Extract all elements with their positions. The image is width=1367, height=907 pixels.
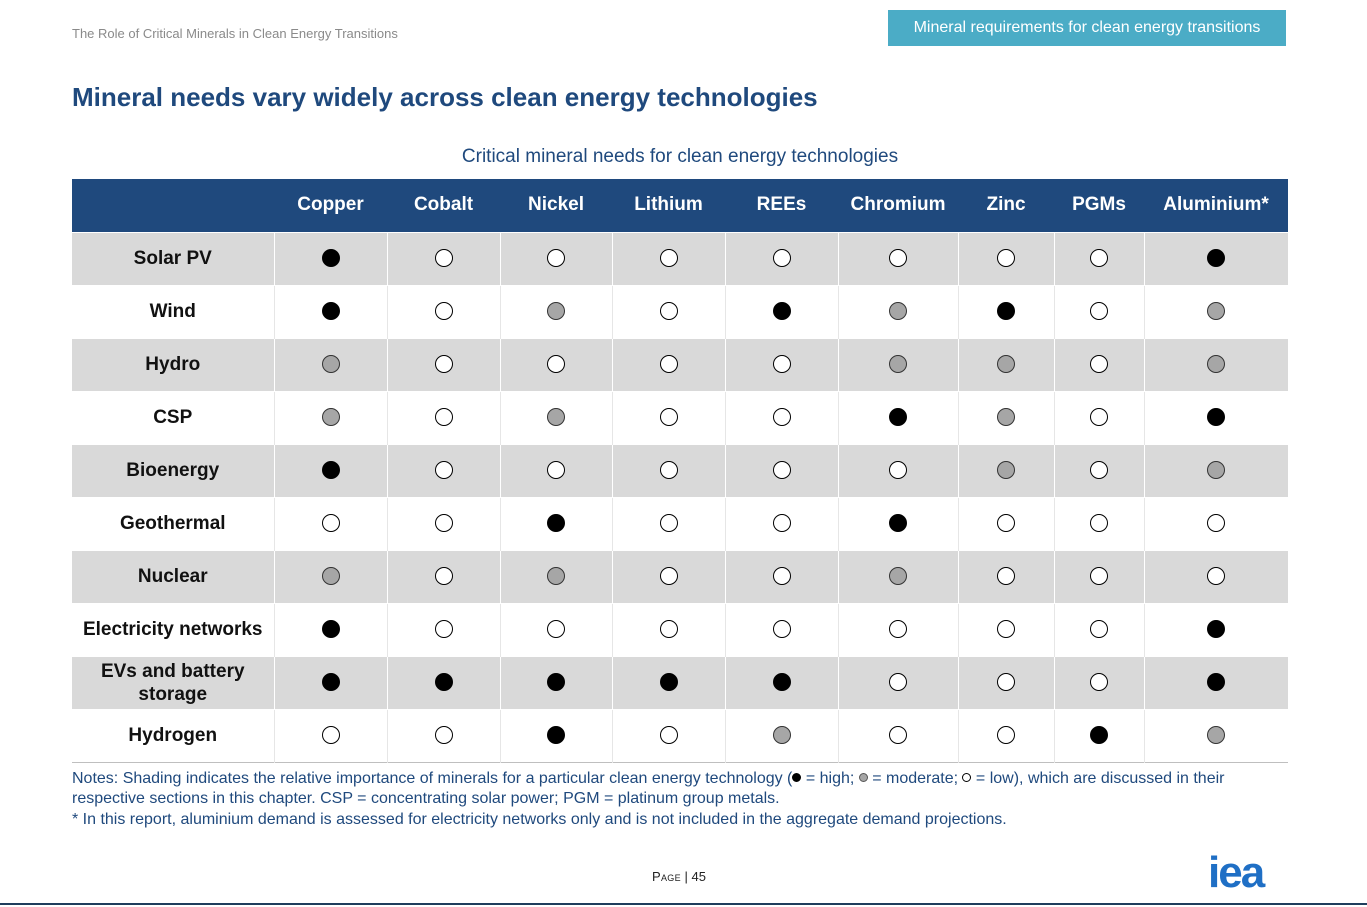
low-importance-dot-icon bbox=[435, 514, 453, 532]
row-label: Geothermal bbox=[72, 497, 274, 550]
importance-cell bbox=[387, 497, 500, 550]
importance-cell bbox=[1144, 497, 1288, 550]
importance-cell bbox=[1144, 444, 1288, 497]
importance-cell bbox=[387, 232, 500, 285]
high-importance-dot-icon bbox=[997, 302, 1015, 320]
high-importance-dot-icon bbox=[322, 620, 340, 638]
importance-cell bbox=[1054, 497, 1144, 550]
column-header-rees: REEs bbox=[756, 194, 807, 216]
low-importance-dot-icon bbox=[997, 620, 1015, 638]
importance-cell bbox=[958, 603, 1054, 656]
importance-cell bbox=[274, 550, 387, 603]
importance-cell bbox=[500, 709, 612, 762]
table-row bbox=[72, 656, 1288, 709]
importance-cell bbox=[500, 550, 612, 603]
moderate-importance-dot-icon bbox=[322, 567, 340, 585]
importance-cell bbox=[838, 285, 958, 338]
low-importance-dot-icon bbox=[660, 249, 678, 267]
high-importance-dot-icon bbox=[1207, 620, 1225, 638]
importance-cell bbox=[838, 497, 958, 550]
row-label: Bioenergy bbox=[72, 444, 274, 497]
importance-cell bbox=[725, 656, 838, 709]
moderate-importance-dot-icon bbox=[1207, 302, 1225, 320]
importance-cell bbox=[612, 444, 725, 497]
importance-cell bbox=[274, 709, 387, 762]
importance-cell bbox=[500, 444, 612, 497]
importance-cell bbox=[612, 550, 725, 603]
high-importance-dot-icon bbox=[435, 673, 453, 691]
low-importance-dot-icon bbox=[1090, 355, 1108, 373]
table-row bbox=[72, 497, 1288, 550]
moderate-importance-dot-icon bbox=[547, 567, 565, 585]
notes-intro: Notes: Shading indicates the relative importance of minerals for a particular clean energy technology ( bbox=[72, 770, 793, 787]
importance-cell bbox=[1054, 232, 1144, 285]
importance-cell bbox=[838, 550, 958, 603]
low-importance-dot-icon bbox=[1090, 302, 1108, 320]
notes-moderate-text: = moderate; bbox=[867, 770, 963, 787]
low-importance-dot-icon bbox=[997, 726, 1015, 744]
moderate-importance-dot-icon bbox=[1207, 355, 1225, 373]
column-header-cobalt: Cobalt bbox=[413, 194, 474, 216]
importance-cell bbox=[274, 603, 387, 656]
importance-cell bbox=[1054, 656, 1144, 709]
low-importance-dot-icon bbox=[547, 355, 565, 373]
low-importance-dot-icon bbox=[1090, 249, 1108, 267]
table-body bbox=[72, 232, 1288, 762]
report-title: The Role of Critical Minerals in Clean Energy Transitions bbox=[72, 26, 398, 41]
moderate-importance-dot-icon bbox=[1207, 461, 1225, 479]
importance-cell bbox=[500, 285, 612, 338]
moderate-importance-dot-icon bbox=[1207, 726, 1225, 744]
importance-cell bbox=[1144, 232, 1288, 285]
importance-cell bbox=[1144, 285, 1288, 338]
section-tag bbox=[888, 10, 1286, 46]
low-importance-dot-icon bbox=[660, 567, 678, 585]
low-importance-dot-icon bbox=[1090, 673, 1108, 691]
column-header-zinc: Zinc bbox=[986, 194, 1026, 216]
moderate-importance-dot-icon bbox=[773, 726, 791, 744]
low-importance-dot-icon bbox=[889, 726, 907, 744]
moderate-importance-dot-icon bbox=[997, 408, 1015, 426]
importance-cell bbox=[1054, 444, 1144, 497]
importance-cell bbox=[274, 656, 387, 709]
table-row bbox=[72, 550, 1288, 603]
high-importance-dot-icon bbox=[1207, 249, 1225, 267]
high-importance-dot-icon bbox=[322, 673, 340, 691]
importance-cell bbox=[1054, 550, 1144, 603]
importance-cell bbox=[1054, 603, 1144, 656]
table-row bbox=[72, 444, 1288, 497]
importance-cell bbox=[274, 497, 387, 550]
section-tag-label: Mineral requirements for clean energy transitions bbox=[913, 19, 1261, 36]
importance-cell bbox=[1144, 603, 1288, 656]
column-header-chromium: Chromium bbox=[850, 194, 946, 216]
low-importance-dot-icon bbox=[435, 249, 453, 267]
page-title: Mineral needs vary widely across clean energy technologies bbox=[72, 82, 818, 112]
table-row bbox=[72, 603, 1288, 656]
moderate-importance-dot-icon bbox=[322, 355, 340, 373]
importance-cell bbox=[612, 709, 725, 762]
notes-paragraph bbox=[72, 769, 1288, 808]
importance-cell bbox=[958, 338, 1054, 391]
low-importance-dot-icon bbox=[1207, 514, 1225, 532]
importance-cell bbox=[838, 656, 958, 709]
importance-cell bbox=[274, 232, 387, 285]
column-header-nickel: Nickel bbox=[528, 194, 584, 216]
importance-cell bbox=[838, 338, 958, 391]
importance-cell bbox=[958, 709, 1054, 762]
importance-cell bbox=[958, 232, 1054, 285]
importance-cell bbox=[725, 391, 838, 444]
low-importance-dot-icon bbox=[773, 461, 791, 479]
table-row bbox=[72, 232, 1288, 285]
low-importance-dot-icon bbox=[660, 726, 678, 744]
low-importance-dot-icon bbox=[660, 355, 678, 373]
row-label: CSP bbox=[72, 391, 274, 444]
moderate-importance-dot-icon bbox=[889, 302, 907, 320]
low-importance-dot-icon bbox=[547, 620, 565, 638]
importance-cell bbox=[1144, 709, 1288, 762]
table-row bbox=[72, 285, 1288, 338]
bottom-rule bbox=[0, 903, 1367, 905]
low-importance-dot-icon bbox=[547, 461, 565, 479]
low-importance-dot-icon bbox=[889, 249, 907, 267]
importance-cell bbox=[1054, 709, 1144, 762]
high-importance-dot-icon bbox=[773, 302, 791, 320]
low-importance-dot-icon bbox=[435, 461, 453, 479]
low-importance-dot-icon bbox=[1090, 620, 1108, 638]
high-importance-dot-icon bbox=[1207, 673, 1225, 691]
importance-cell bbox=[725, 497, 838, 550]
importance-cell bbox=[274, 285, 387, 338]
low-importance-dot-icon bbox=[660, 514, 678, 532]
low-importance-dot-icon bbox=[435, 726, 453, 744]
low-importance-dot-icon bbox=[547, 249, 565, 267]
importance-cell bbox=[725, 550, 838, 603]
low-importance-dot-icon bbox=[435, 408, 453, 426]
importance-cell bbox=[500, 391, 612, 444]
low-importance-dot-icon bbox=[997, 567, 1015, 585]
high-importance-dot-icon bbox=[547, 673, 565, 691]
high-importance-dot-icon bbox=[547, 514, 565, 532]
importance-cell bbox=[1144, 550, 1288, 603]
importance-cell bbox=[274, 338, 387, 391]
low-importance-dot-icon bbox=[773, 249, 791, 267]
low-importance-dot-icon bbox=[773, 408, 791, 426]
high-importance-dot-icon bbox=[1090, 726, 1108, 744]
row-label: Solar PV bbox=[72, 232, 274, 285]
importance-cell bbox=[612, 497, 725, 550]
importance-cell bbox=[1144, 656, 1288, 709]
importance-cell bbox=[1144, 391, 1288, 444]
low-importance-dot-icon bbox=[435, 567, 453, 585]
low-importance-dot-icon bbox=[660, 461, 678, 479]
moderate-importance-dot-icon bbox=[547, 302, 565, 320]
corner-cell bbox=[72, 179, 274, 232]
importance-cell bbox=[612, 391, 725, 444]
importance-cell bbox=[612, 656, 725, 709]
low-importance-dot-icon bbox=[889, 673, 907, 691]
importance-cell bbox=[958, 656, 1054, 709]
column-header-pgms: PGMs bbox=[1072, 194, 1126, 216]
row-label: Hydrogen bbox=[72, 709, 274, 762]
importance-cell bbox=[387, 285, 500, 338]
moderate-importance-dot-icon bbox=[889, 355, 907, 373]
importance-cell bbox=[958, 444, 1054, 497]
table-row bbox=[72, 391, 1288, 444]
importance-cell bbox=[500, 656, 612, 709]
low-importance-dot-icon bbox=[435, 302, 453, 320]
importance-cell bbox=[725, 603, 838, 656]
page-label: Page bbox=[652, 869, 681, 884]
moderate-importance-dot-icon bbox=[322, 408, 340, 426]
high-importance-dot-icon bbox=[322, 302, 340, 320]
importance-cell bbox=[612, 232, 725, 285]
importance-cell bbox=[500, 338, 612, 391]
importance-cell bbox=[1054, 391, 1144, 444]
importance-cell bbox=[1054, 338, 1144, 391]
importance-cell bbox=[958, 550, 1054, 603]
high-importance-dot-icon bbox=[889, 514, 907, 532]
page-number-value: 45 bbox=[691, 869, 706, 884]
row-label: EVs and battery storage bbox=[72, 656, 274, 709]
low-importance-dot-icon bbox=[1090, 408, 1108, 426]
iea-logo bbox=[1208, 854, 1288, 892]
importance-cell bbox=[958, 391, 1054, 444]
low-importance-dot-icon bbox=[889, 461, 907, 479]
low-importance-dot-icon bbox=[322, 514, 340, 532]
low-importance-dot-icon bbox=[1090, 567, 1108, 585]
figure-title: Critical mineral needs for clean energy technologies bbox=[461, 146, 899, 167]
high-importance-dot-icon bbox=[547, 726, 565, 744]
moderate-importance-dot-icon bbox=[889, 567, 907, 585]
importance-cell bbox=[725, 285, 838, 338]
importance-cell bbox=[838, 391, 958, 444]
notes-high-text: = high; bbox=[801, 770, 859, 787]
importance-cell bbox=[838, 444, 958, 497]
low-importance-dot-icon bbox=[660, 620, 678, 638]
moderate-importance-dot-icon bbox=[547, 408, 565, 426]
importance-cell bbox=[612, 338, 725, 391]
importance-cell bbox=[612, 603, 725, 656]
high-importance-dot-icon bbox=[889, 408, 907, 426]
importance-cell bbox=[725, 338, 838, 391]
importance-cell bbox=[958, 285, 1054, 338]
low-importance-dot-icon bbox=[997, 249, 1015, 267]
mineral-needs-table bbox=[72, 179, 1288, 763]
importance-cell bbox=[387, 391, 500, 444]
importance-cell bbox=[387, 338, 500, 391]
column-header-aluminium: Aluminium* bbox=[1163, 194, 1269, 216]
importance-cell bbox=[958, 497, 1054, 550]
page-number: Page | 45 bbox=[652, 869, 706, 884]
importance-cell bbox=[838, 603, 958, 656]
low-importance-dot-icon bbox=[660, 302, 678, 320]
high-importance-dot-icon bbox=[322, 461, 340, 479]
importance-cell bbox=[612, 285, 725, 338]
importance-cell bbox=[725, 232, 838, 285]
importance-cell bbox=[500, 232, 612, 285]
high-importance-dot-icon bbox=[1207, 408, 1225, 426]
low-importance-dot-icon bbox=[997, 673, 1015, 691]
row-label: Wind bbox=[72, 285, 274, 338]
table-row bbox=[72, 709, 1288, 762]
notes-low-text: = low), which are discussed in their respective sections in this chapter. CSP = concentrating solar power; PGM = platinum group metals. bbox=[72, 770, 1225, 807]
importance-cell bbox=[387, 444, 500, 497]
moderate-importance-dot-icon bbox=[997, 355, 1015, 373]
high-importance-dot-icon bbox=[773, 673, 791, 691]
importance-cell bbox=[500, 603, 612, 656]
importance-cell bbox=[838, 709, 958, 762]
low-importance-dot-icon bbox=[997, 514, 1015, 532]
importance-cell bbox=[387, 603, 500, 656]
importance-cell bbox=[274, 444, 387, 497]
low-importance-dot-icon bbox=[773, 567, 791, 585]
importance-cell bbox=[1144, 338, 1288, 391]
low-importance-dot-icon bbox=[773, 620, 791, 638]
low-importance-dot-icon bbox=[435, 355, 453, 373]
importance-cell bbox=[387, 656, 500, 709]
table-row bbox=[72, 338, 1288, 391]
low-importance-dot-icon bbox=[1207, 567, 1225, 585]
low-importance-dot-icon bbox=[889, 620, 907, 638]
high-importance-dot-icon bbox=[322, 249, 340, 267]
low-importance-dot-icon bbox=[435, 620, 453, 638]
row-label: Nuclear bbox=[72, 550, 274, 603]
low-importance-dot-icon bbox=[773, 355, 791, 373]
importance-cell bbox=[500, 497, 612, 550]
importance-cell bbox=[725, 709, 838, 762]
table-header-row bbox=[72, 179, 1288, 232]
row-label: Hydro bbox=[72, 338, 274, 391]
column-header-copper: Copper bbox=[297, 194, 364, 216]
iea-logo-text: iea bbox=[1208, 854, 1264, 892]
importance-cell bbox=[387, 709, 500, 762]
importance-cell bbox=[387, 550, 500, 603]
importance-cell bbox=[1054, 285, 1144, 338]
low-importance-dot-icon bbox=[322, 726, 340, 744]
importance-cell bbox=[274, 391, 387, 444]
low-importance-dot-icon bbox=[1090, 461, 1108, 479]
high-importance-dot-icon bbox=[660, 673, 678, 691]
column-header-lithium: Lithium bbox=[634, 194, 703, 216]
low-importance-dot-icon bbox=[1090, 514, 1108, 532]
low-importance-dot-icon bbox=[773, 514, 791, 532]
notes bbox=[72, 769, 1288, 830]
moderate-importance-dot-icon bbox=[997, 461, 1015, 479]
importance-cell bbox=[725, 444, 838, 497]
footnote: * In this report, aluminium demand is assessed for electricity networks only and is not included in the aggregate demand projections. bbox=[72, 811, 1007, 828]
low-importance-dot-icon bbox=[660, 408, 678, 426]
row-label: Electricity networks bbox=[72, 603, 274, 656]
legend-moderate-dot-icon bbox=[859, 773, 868, 782]
importance-cell bbox=[838, 232, 958, 285]
